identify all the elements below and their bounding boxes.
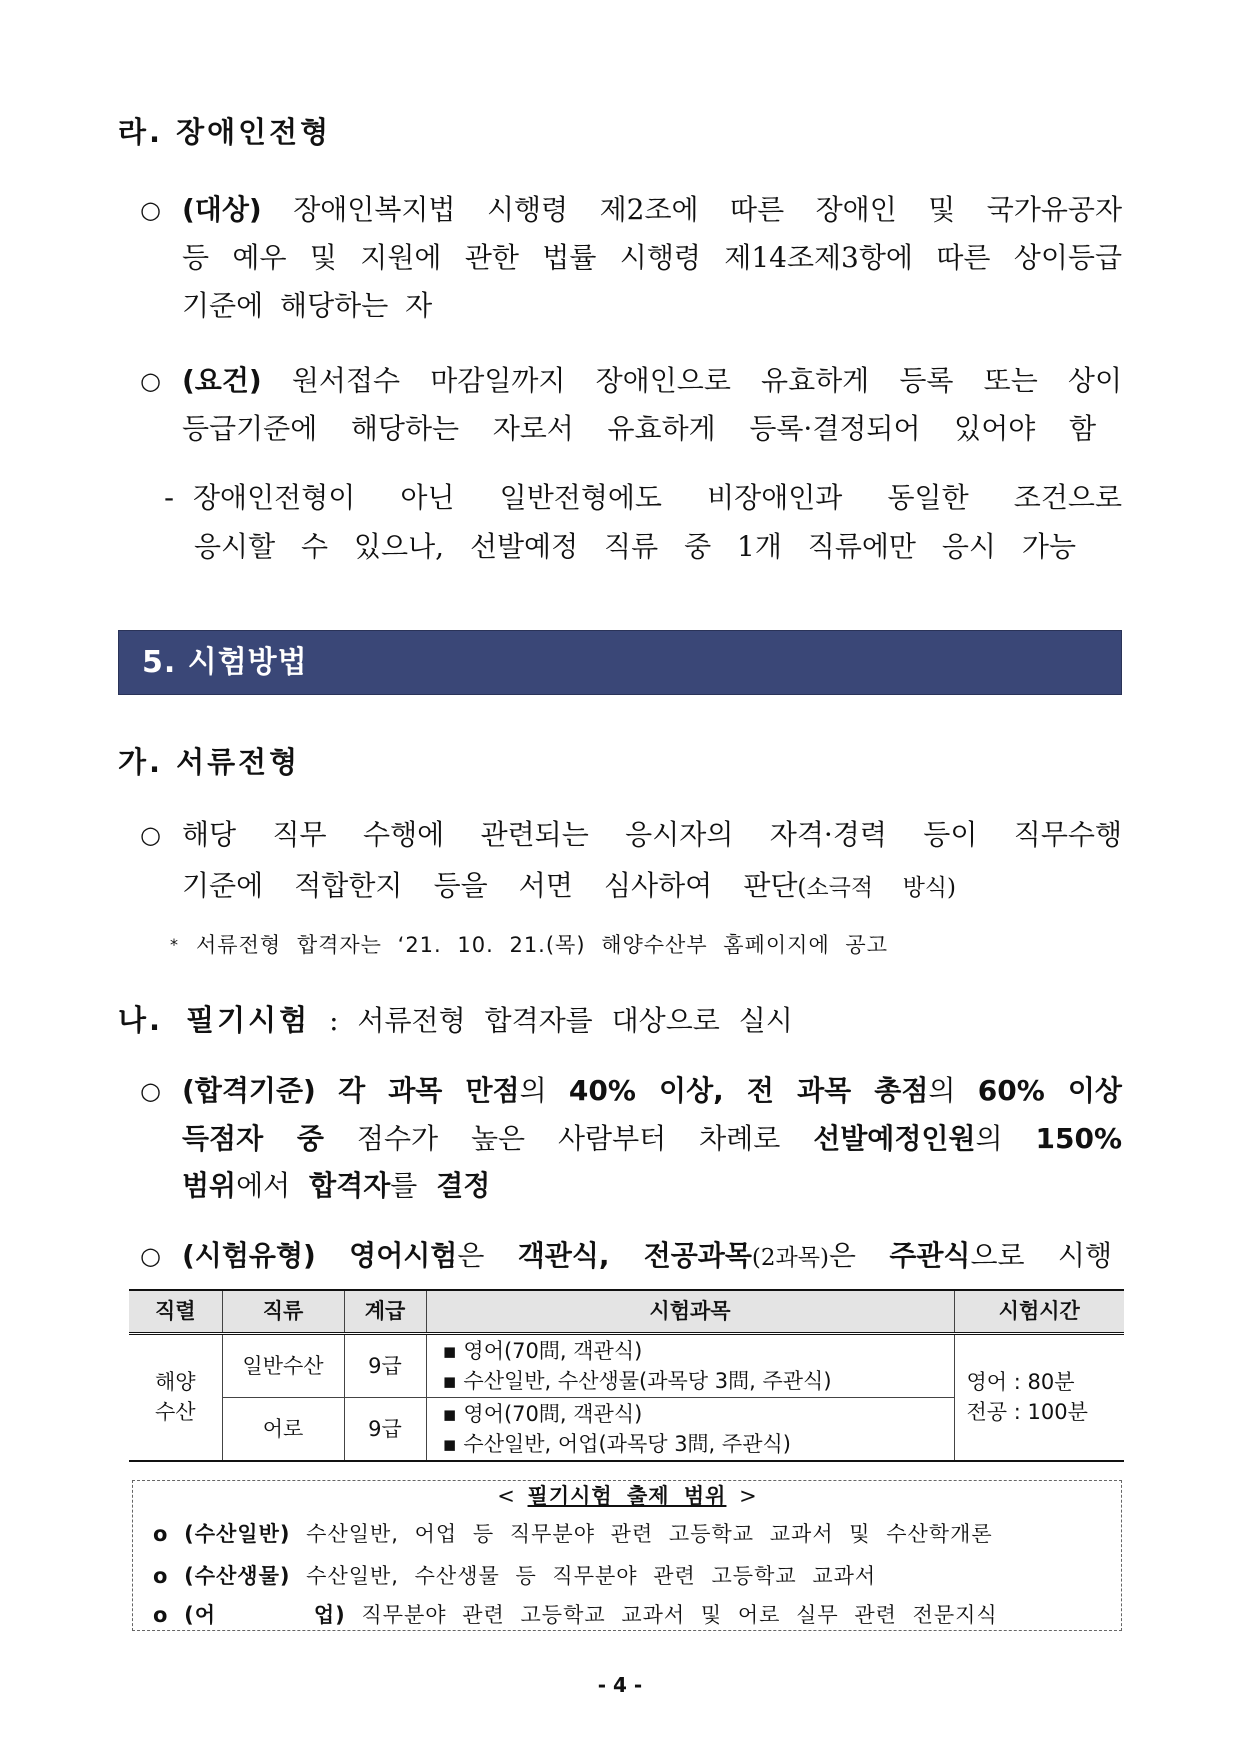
detail-line-2: 응시할 수 있으나, 선발예정 직류 중 1개 직류에만 응시 가능 <box>194 530 1076 563</box>
text-segment: 장애인복지법 시행령 제2조에 따른 장애인 및 국가유공자 <box>293 193 1122 226</box>
scope-item <box>153 1561 876 1591</box>
bullet-circle: ○ <box>140 196 161 224</box>
header-time: 시험시간 <box>954 1290 1124 1333</box>
scope-item <box>153 1519 993 1549</box>
exam-scope-title-text: 필기시험 출제 범위 <box>527 1484 727 1508</box>
target-label: (대상) <box>182 193 262 226</box>
text-segment: 영어시험 <box>349 1239 458 1272</box>
text-segment: 범위 <box>182 1169 237 1202</box>
exam-time-item: 전공 : 100분 <box>966 1400 1088 1425</box>
exam-time-item: 영어 : 80분 <box>966 1370 1075 1395</box>
text-segment: 60% 이상 <box>977 1074 1122 1107</box>
target-line-2: 등 예우 및 지원에 관한 법률 시행령 제14조제3항에 따른 상이등급 <box>182 241 1122 274</box>
text-segment: 150% <box>1035 1122 1123 1155</box>
criteria-line-2 <box>182 1119 1122 1159</box>
screening-line-2 <box>182 866 956 906</box>
target-line-3: 기준에 해당하는 자 <box>182 289 433 322</box>
text-segment: 은 <box>828 1239 856 1272</box>
text-segment: 를 <box>390 1169 418 1202</box>
exam-scope-title <box>133 1482 1121 1510</box>
text-segment: 기준에 적합한지 등을 서면 심사하여 판단 <box>182 869 798 902</box>
job-class-cell: 일반수산 <box>222 1333 344 1397</box>
screening-method: (소극적 방식) <box>797 875 956 901</box>
job-series-cell <box>129 1333 222 1461</box>
text-segment: 객관식, 전공과목 <box>517 1239 752 1272</box>
exam-type-line <box>182 1236 1112 1276</box>
scope-item-label: (수산생물) <box>184 1564 291 1588</box>
target-line-1 <box>182 190 1122 230</box>
text-segment: 주관식 <box>889 1239 971 1272</box>
grade-cell: 9급 <box>344 1333 426 1397</box>
header-series: 직렬 <box>129 1290 222 1333</box>
criteria-label: (합격기준) <box>182 1074 316 1107</box>
text-segment: 각 과목 만점 <box>338 1074 520 1107</box>
bracket-left: < <box>497 1484 515 1508</box>
subject-item: ▪ 영어(70問, 객관식) <box>442 1338 643 1363</box>
note-asterisk: * <box>170 935 178 954</box>
job-series-line: 수산 <box>154 1400 196 1425</box>
text-segment: 40% 이상, 전 과목 총점 <box>568 1074 929 1107</box>
subject-item: ▪ 영어(70問, 객관식) <box>442 1401 643 1426</box>
text-segment: 의 <box>519 1074 547 1107</box>
subjects-cell <box>426 1397 954 1461</box>
text-segment: 점수가 높은 사람부터 차례로 <box>356 1122 781 1155</box>
job-series-line: 해양 <box>154 1370 196 1395</box>
document-screening-heading: 가. 서류전형 <box>118 745 301 779</box>
exam-time-cell <box>954 1333 1124 1461</box>
bullet-circle: ○ <box>140 821 161 849</box>
detail-line-1: 장애인전형이 아닌 일반전형에도 비장애인과 동일한 조건으로 <box>193 481 1122 514</box>
header-grade: 계급 <box>344 1290 426 1333</box>
requirement-label: (요건) <box>182 364 262 397</box>
dash-bullet: - <box>164 481 175 514</box>
bullet-o: o <box>153 1522 169 1546</box>
table-row <box>129 1333 1124 1397</box>
text-segment: 원서접수 마감일까지 장애인으로 유효하게 등록 또는 상이 <box>291 364 1122 397</box>
job-class-cell: 어로 <box>222 1397 344 1461</box>
bullet-circle: ○ <box>140 1242 161 1270</box>
written-exam-heading: 나. 필기시험 <box>118 1003 311 1037</box>
page-number: - 4 - <box>597 1673 643 1697</box>
exam-table <box>129 1289 1124 1462</box>
written-exam-description: : 서류전형 합격자를 대상으로 실시 <box>329 1004 793 1037</box>
table-header-row <box>129 1290 1124 1333</box>
scope-item-text: 수산일반, 어업 등 직무분야 관련 고등학교 교과서 및 수산학개론 <box>306 1522 993 1546</box>
text-segment: (2과목) <box>751 1245 829 1271</box>
criteria-line-3 <box>182 1166 490 1206</box>
scope-item <box>153 1600 998 1630</box>
section-header-bar <box>118 630 1122 695</box>
header-job-class: 직류 <box>222 1290 344 1333</box>
screening-line-1: 해당 직무 수행에 관련되는 응시자의 자격·경력 등이 직무수행 <box>182 818 1122 851</box>
bullet-o: o <box>153 1564 169 1588</box>
text-segment: 으로 시행 <box>970 1239 1113 1272</box>
header-subjects: 시험과목 <box>426 1290 954 1333</box>
text-segment: 결정 <box>436 1169 491 1202</box>
bullet-o: o <box>153 1603 169 1627</box>
screening-note: 서류전형 합격자는 ‘21. 10. 21.(목) 해양수산부 홈페이지에 공고 <box>196 933 888 957</box>
grade-cell: 9급 <box>344 1397 426 1461</box>
exam-type-label: (시험유형) <box>182 1239 316 1272</box>
written-exam-heading-line <box>118 1000 793 1040</box>
text-segment: 선발예정인원 <box>813 1122 976 1155</box>
bracket-right: > <box>739 1484 757 1508</box>
text-segment: 에서 <box>236 1169 291 1202</box>
bullet-circle: ○ <box>140 367 161 395</box>
scope-item-text: 수산일반, 수산생물 등 직무분야 관련 고등학교 교과서 <box>306 1564 877 1588</box>
requirement-line-1 <box>182 361 1122 401</box>
text-segment: 합격자 <box>309 1169 391 1202</box>
scope-item-label: (수산일반) <box>184 1522 291 1546</box>
requirement-line-2: 등급기준에 해당하는 자로서 유효하게 등록·결정되어 있어야 함 <box>182 412 1096 445</box>
exam-scope-box <box>132 1480 1122 1631</box>
text-segment: 득점자 중 <box>182 1122 324 1155</box>
subject-item: ▪ 수산일반, 어업(과목당 3問, 주관식) <box>442 1431 791 1456</box>
criteria-line-1 <box>182 1071 1122 1111</box>
subject-item: ▪ 수산일반, 수산생물(과목당 3問, 주관식) <box>442 1368 832 1393</box>
text-segment: 은 <box>457 1239 485 1272</box>
section-header-title: 5. 시험방법 <box>142 645 308 680</box>
bullet-circle: ○ <box>140 1077 161 1105</box>
text-segment: 의 <box>975 1122 1003 1155</box>
scope-item-label: (어 업) <box>184 1603 346 1627</box>
subjects-cell <box>426 1333 954 1397</box>
section-ra-heading: 라. 장애인전형 <box>118 115 332 149</box>
text-segment: 의 <box>928 1074 956 1107</box>
scope-item-text: 직무분야 관련 고등학교 교과서 및 어로 실무 관련 전문지식 <box>361 1603 998 1627</box>
